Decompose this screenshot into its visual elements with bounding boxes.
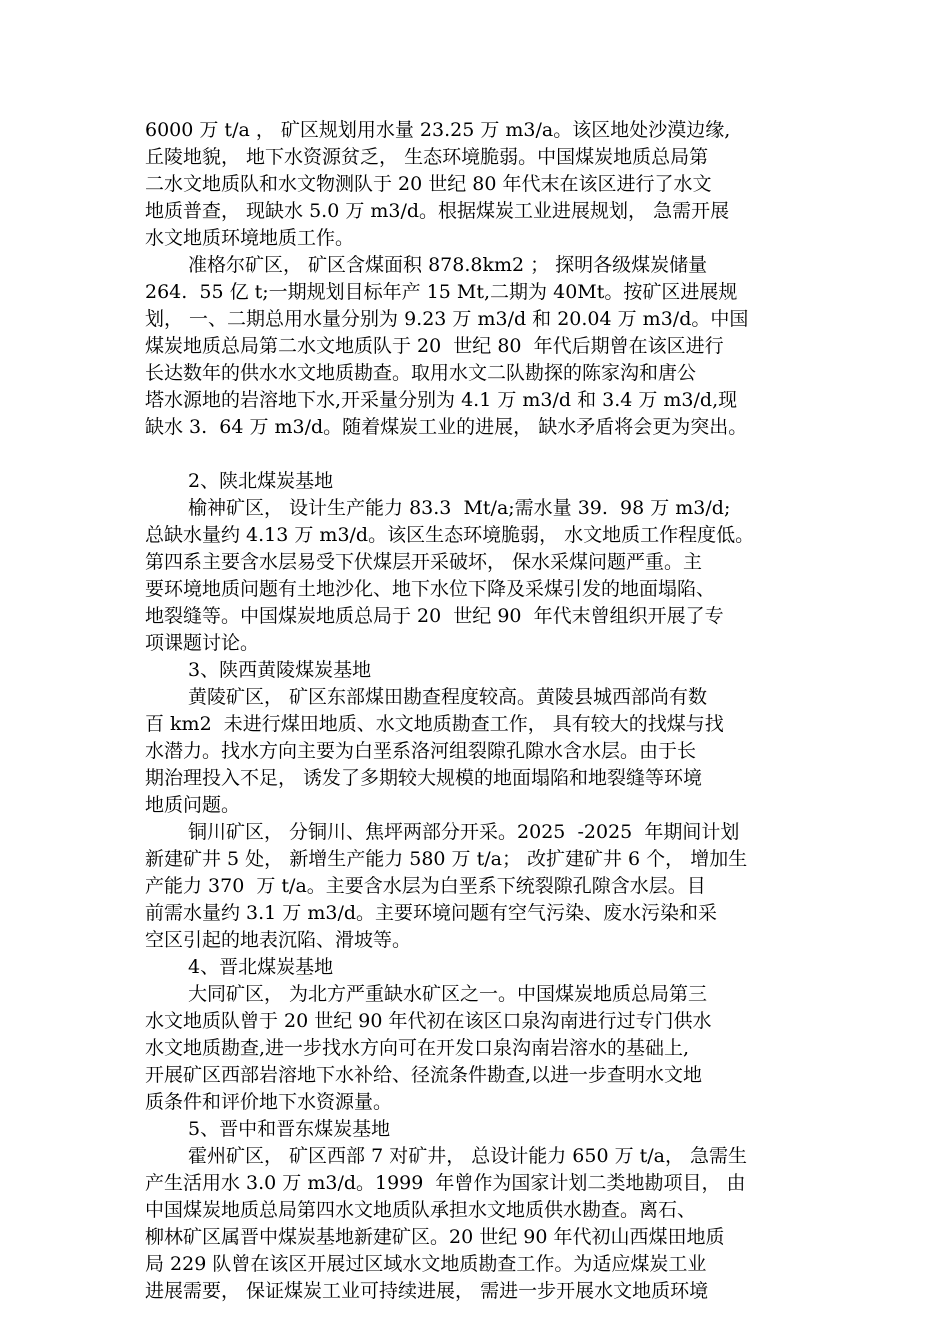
section-heading: [145, 657, 825, 684]
text-line: 中国煤炭地质总局第四水文地质队承担水文地质供水勘查。离石、: [145, 1199, 697, 1221]
text-line: 要环境地质问题有土地沙化、地下水位下降及采煤引发的地面塌陷、: [145, 578, 716, 600]
section-heading: [145, 954, 825, 981]
text-line: 水文地质勘查,进一步找水方向可在开发口泉沟南岩溶水的基础上,: [145, 1037, 690, 1059]
paragraph: [145, 684, 825, 819]
section-heading: [145, 1116, 825, 1143]
text-line: 划， 一、二期总用水量分别为 9.23 万 m3/d 和 20.04 万 m3/d。中国: [145, 308, 749, 330]
text-line: 塔水源地的岩溶地下水,开采量分别为 4.1 万 m3/d 和 3.4 万 m3/d,现: [145, 389, 738, 411]
text-line: 地质问题。: [145, 794, 241, 816]
heading-text: 4、晋北煤炭基地: [188, 956, 334, 978]
text-line: 新建矿井 5 处， 新增生产能力 580 万 t/a； 改扩建矿井 6 个， 增加生: [145, 848, 748, 870]
text-line: 6000 万 t/a ， 矿区规划用水量 23.25 万 m3/a。该区地处沙漠边缘,: [145, 119, 731, 141]
body-text: [145, 117, 825, 1305]
text-line: 质条件和评价地下水资源量。: [145, 1091, 393, 1113]
text-line: 进展需要， 保证煤炭工业可持续进展， 需进一步开展水文地质环境: [145, 1280, 709, 1302]
text-line: 局 229 队曾在该区开展过区域水文地质勘查工作。为适应煤炭工业: [145, 1253, 707, 1275]
text-line: 黄陵矿区， 矿区东部煤田勘查程度较高。黄陵县城西部尚有数: [188, 686, 708, 708]
text-line: 柳林矿区属晋中煤炭基地新建矿区。20 世纪 90 年代初山西煤田地质: [145, 1226, 725, 1248]
text-line: 产能力 370 万 t/a。主要含水层为白垩系下统裂隙孔隙含水层。目: [145, 875, 706, 897]
text-line: 煤炭地质总局第二水文地质队于 20 世纪 80 年代后期曾在该区进行: [145, 335, 724, 357]
text-line: 水文地质环境地质工作。: [145, 227, 355, 249]
text-line: 榆神矿区， 设计生产能力 83.3 Mt/a;需水量 39. 98 万 m3/d;: [188, 497, 731, 519]
paragraph: [145, 819, 825, 954]
text-line: 空区引起的地表沉陷、滑坡等。: [145, 929, 412, 951]
text-line: 期治理投入不足， 诱发了多期较大规模的地面塌陷和地裂缝等环境: [145, 767, 703, 789]
text-line: 开展矿区西部岩溶地下水补给、径流条件勘查,以进一步查明水文地: [145, 1064, 703, 1086]
text-line: 丘陵地貌， 地下水资源贫乏， 生态环境脆弱。中国煤炭地质总局第: [145, 146, 709, 168]
text-line: 水文地质队曾于 20 世纪 90 年代初在该区口泉沟南进行过专门供水: [145, 1010, 712, 1032]
text-line: 霍州矿区， 矿区西部 7 对矿井， 总设计能力 650 万 t/a， 急需生: [188, 1145, 748, 1167]
heading-text: 2、陕北煤炭基地: [188, 470, 334, 492]
paragraph: [145, 117, 825, 252]
text-line: 铜川矿区， 分铜川、焦坪两部分开采。2025 -2025 年期间计划: [188, 821, 740, 843]
heading-text: 5、晋中和晋东煤炭基地: [188, 1118, 391, 1140]
text-line: 大同矿区， 为北方严重缺水矿区之一。中国煤炭地质总局第三: [188, 983, 708, 1005]
heading-text: 3、陕西黄陵煤炭基地: [188, 659, 372, 681]
text-line: 地质普查， 现缺水 5.0 万 m3/d。根据煤炭工业进展规划， 急需开展: [145, 200, 730, 222]
text-line: 准格尔矿区， 矿区含煤面积 878.8km2 ； 探明各级煤炭储量: [188, 254, 708, 276]
text-line: 二水文地质队和水文物测队于 20 世纪 80 年代末在该区进行了水文: [145, 173, 712, 195]
paragraph: [145, 495, 825, 657]
text-line: 地裂缝等。中国煤炭地质总局于 20 世纪 90 年代末曾组织开展了专: [145, 605, 724, 627]
paragraph: [145, 1143, 825, 1305]
text-line: 长达数年的供水水文地质勘查。取用水文二队勘探的陈家沟和唐公: [145, 362, 697, 384]
section-heading: [145, 468, 825, 495]
text-line: 项课题讨论。: [145, 632, 260, 654]
text-line: 第四系主要含水层易受下伏煤层开采破坏， 保水采煤问题严重。主: [145, 551, 703, 573]
text-line: 总缺水量约 4.13 万 m3/d。该区生态环境脆弱， 水文地质工作程度低。: [145, 524, 755, 546]
text-line: 水潜力。找水方向主要为白垩系洛河组裂隙孔隙水含水层。由于长: [145, 740, 697, 762]
text-line: 产生活用水 3.0 万 m3/d。1999 年曾作为国家计划二类地勘项目， 由: [145, 1172, 746, 1194]
text-line: 264. 55 亿 t;一期规划目标年产 15 Mt,二期为 40Mt。按矿区进展规: [145, 281, 738, 303]
text-line: 缺水 3. 64 万 m3/d。随着煤炭工业的进展， 缺水矛盾将会更为突出。: [145, 416, 748, 438]
paragraph-gap: [145, 441, 825, 468]
paragraph: [145, 252, 825, 441]
text-line: 百 km2 未进行煤田地质、水文地质勘查工作， 具有较大的找煤与找: [145, 713, 724, 735]
paragraph: [145, 981, 825, 1116]
text-line: 前需水量约 3.1 万 m3/d。主要环境问题有空气污染、废水污染和采: [145, 902, 718, 924]
